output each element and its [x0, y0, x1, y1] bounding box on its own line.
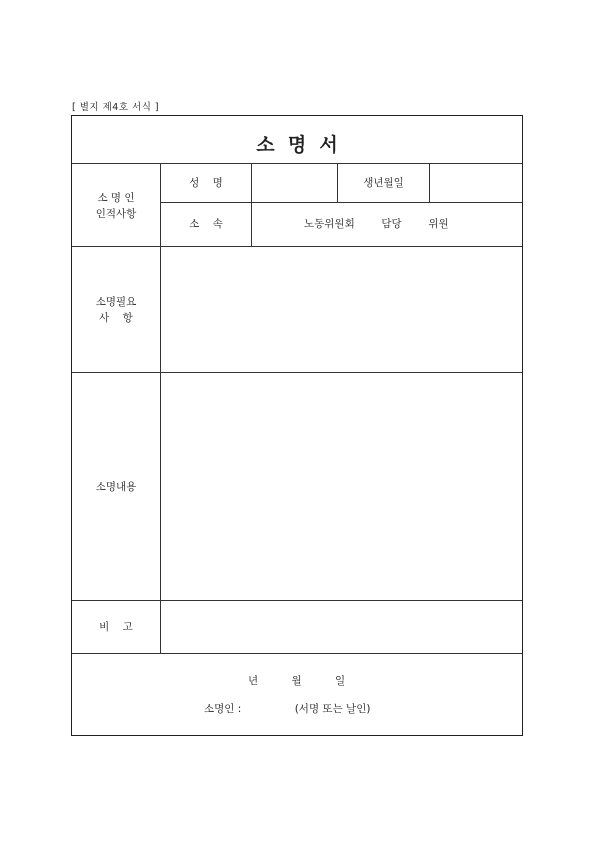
form-title: 소 명 서: [256, 134, 338, 156]
remarks-label: 비 고: [99, 621, 133, 633]
remarks-field[interactable]: [161, 601, 522, 653]
person-info-label: 소 명 인 인적사항: [95, 192, 137, 221]
birth-date-field[interactable]: [430, 175, 522, 193]
signer-line: 소명인 : (서명 또는 날인): [204, 703, 371, 715]
content-label: 소명내용: [95, 481, 137, 493]
reason-label: 소명필요 사 항: [95, 296, 137, 325]
remarks-bottom-divider: [72, 653, 522, 654]
name-label: 성 명: [189, 177, 223, 189]
form-reference: [ 별지 제4호 서식 ]: [72, 102, 160, 113]
title-divider: [72, 163, 522, 164]
name-field[interactable]: [252, 175, 337, 193]
affiliation-label: 소 속: [189, 218, 223, 230]
date-line: 년 월 일: [248, 675, 346, 687]
affiliation-value: 노동위원회 담당 위원: [304, 218, 449, 230]
content-field[interactable]: [161, 373, 522, 600]
person-info-row-divider: [160, 202, 522, 203]
reason-field[interactable]: [161, 247, 522, 372]
statement-form: [71, 115, 523, 736]
birth-date-label: 생년월일: [363, 177, 404, 189]
